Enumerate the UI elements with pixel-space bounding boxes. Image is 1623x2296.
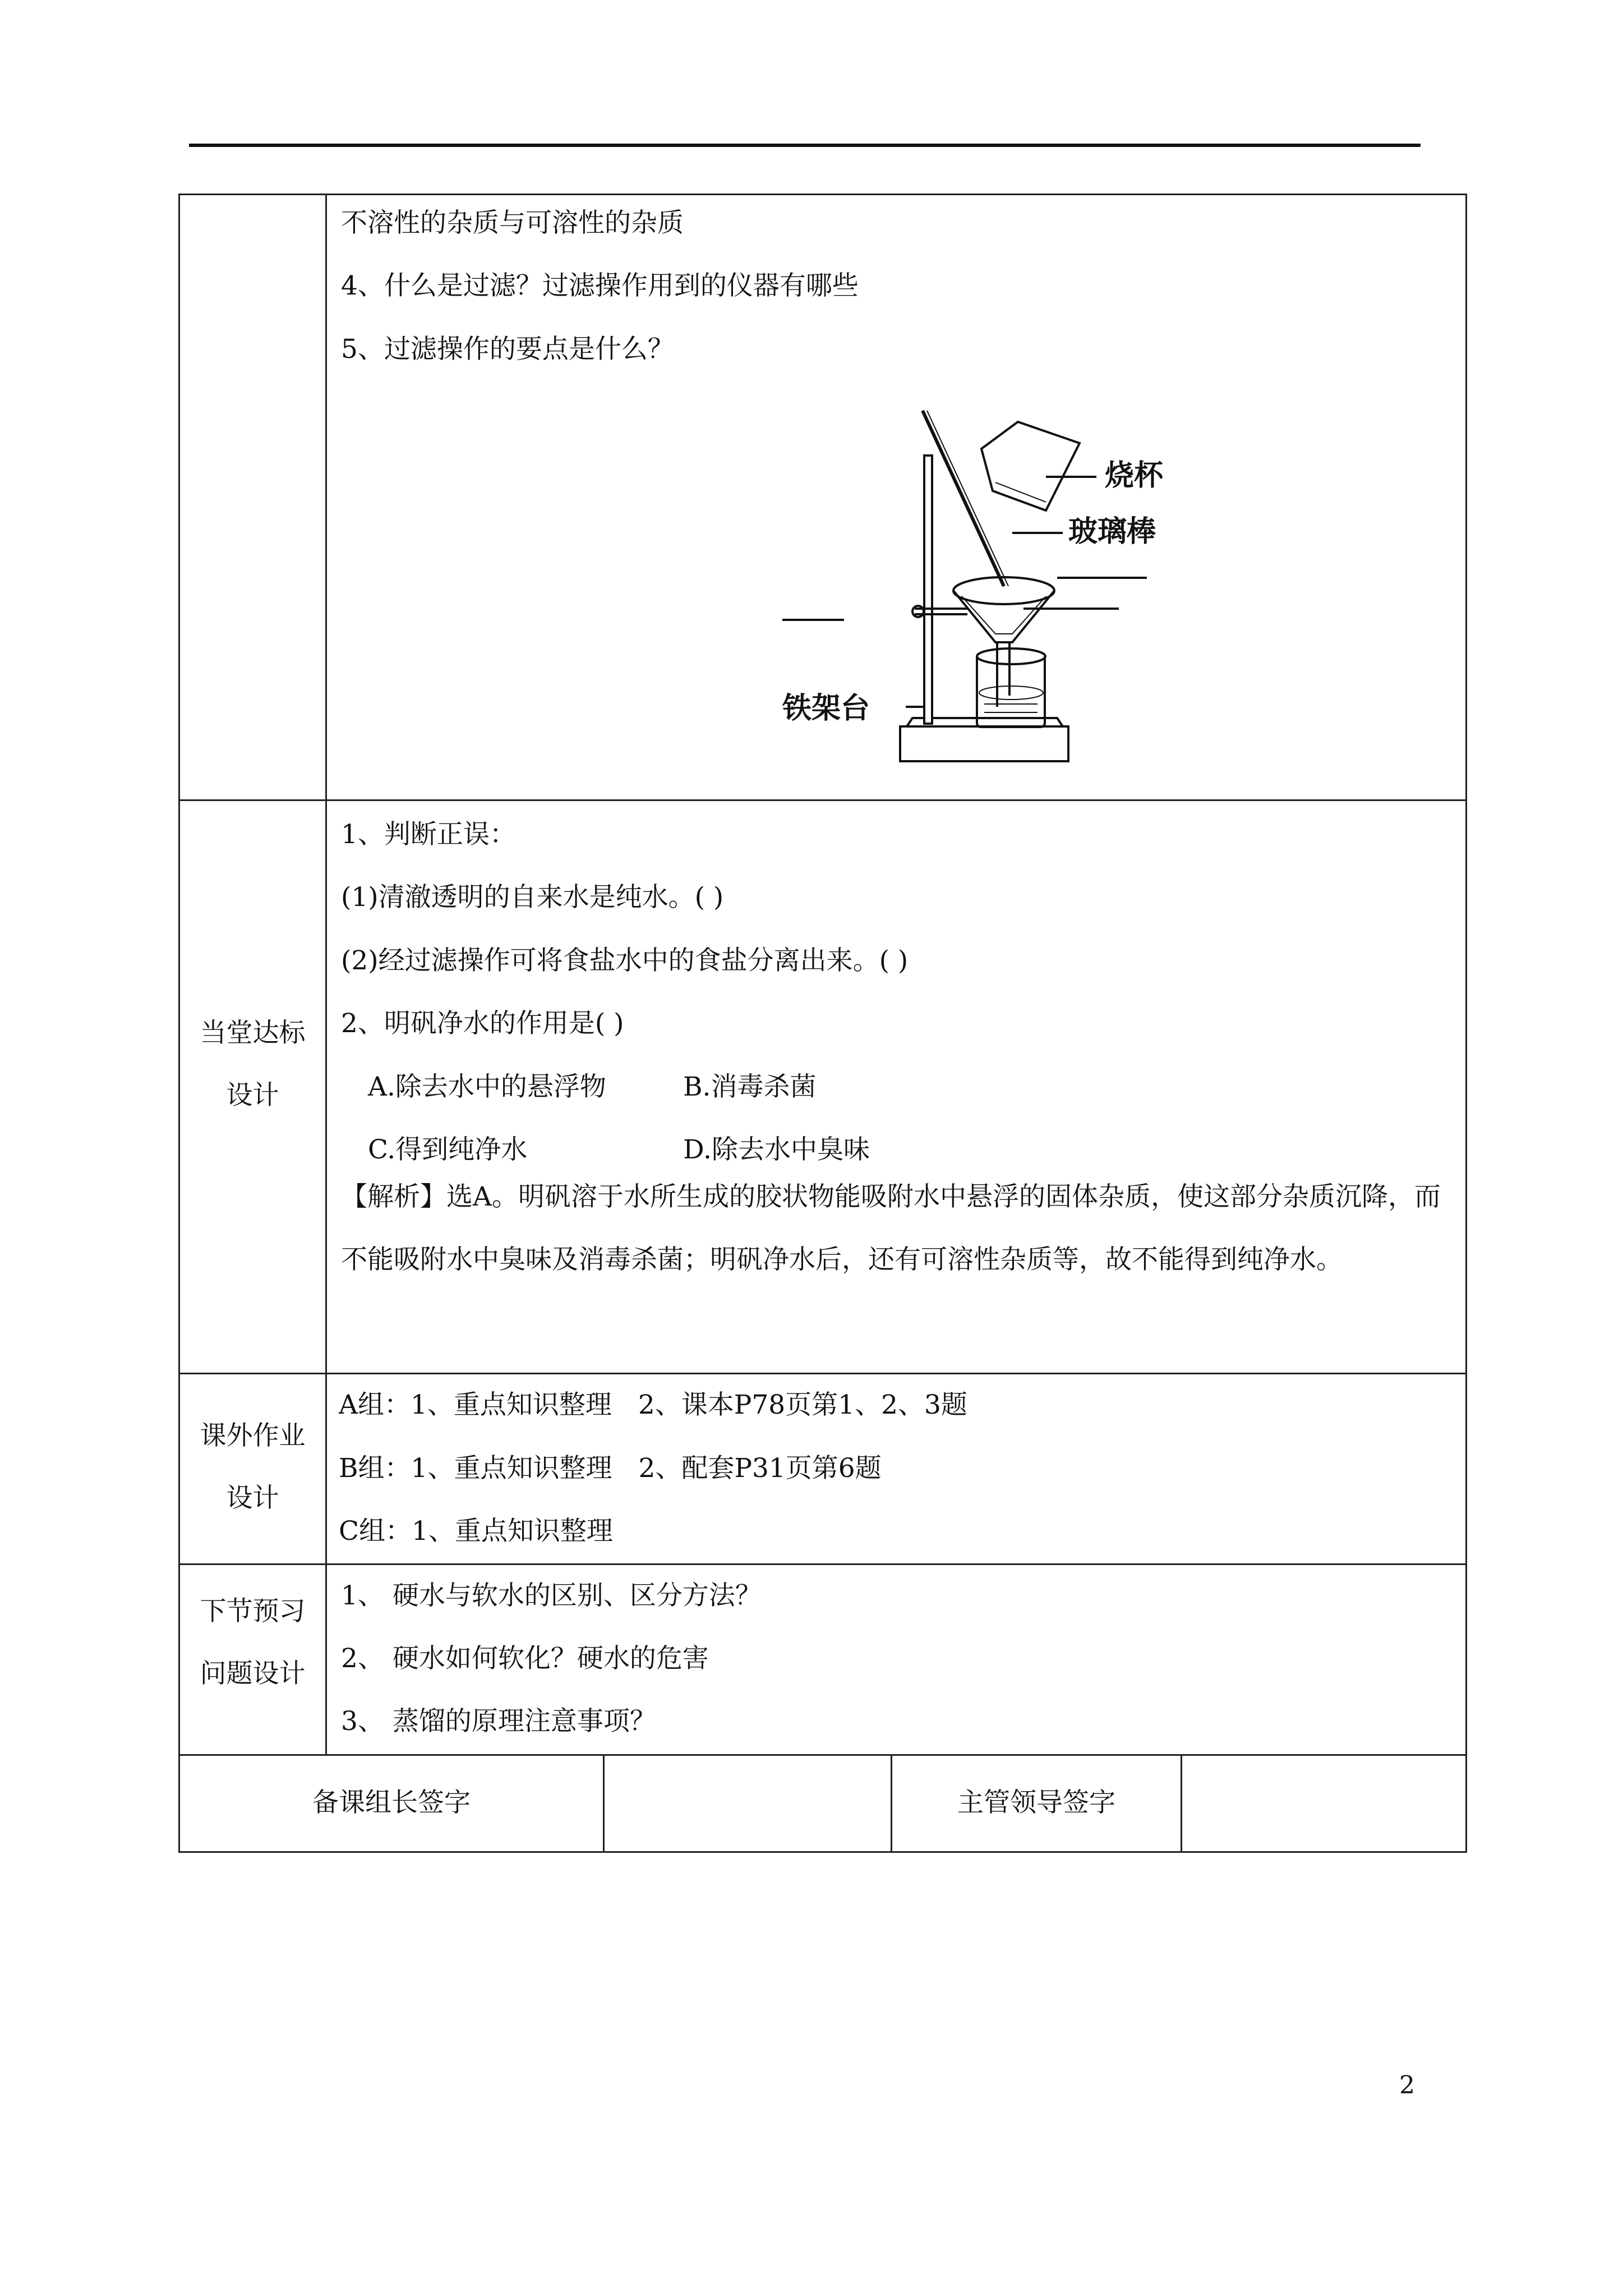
label-glass-rod: 玻璃棒 [1068, 515, 1156, 549]
glass-rod [923, 411, 1004, 586]
funnel-cone [953, 591, 1054, 642]
signature-field-group-leader[interactable] [605, 1756, 891, 1851]
header-rule [189, 144, 1421, 147]
row-title: 问题设计 [200, 1658, 306, 1689]
stand-rod [924, 455, 932, 724]
stand-base [900, 726, 1068, 761]
homework-group-a: A组：1、重点知识整理 2、课本P78页第1、2、3题 [339, 1389, 967, 1420]
row-divider [178, 799, 1467, 801]
signature-label-group-leader: 备课组长签字 [312, 1787, 471, 1818]
row-title: 课外作业 [200, 1420, 306, 1451]
row-title: 设计 [226, 1483, 279, 1513]
text-line: 不溶性的杂质与可溶性的杂质 [341, 208, 684, 238]
label-iron-stand: 铁架台 [782, 692, 870, 725]
question-1: 1、判断正误： [341, 819, 516, 850]
page-number: 2 [1399, 2071, 1415, 2100]
signature-field-supervisor[interactable] [1182, 1756, 1465, 1851]
homework-group-c: C组：1、重点知识整理 [339, 1516, 613, 1547]
column-divider [325, 194, 327, 1755]
analysis-paragraph: 【解析】选A。明矾溶于水所生成的胶状物能吸附水中悬浮的固体杂质，使这部分杂质沉降，而不能吸附水中臭味及消毒杀菌；明矾净水后，还有可溶性杂质等，故不能得到纯净水。 [341, 1181, 1441, 1275]
option-d: D.除去水中臭味 [683, 1134, 870, 1165]
option-b: B.消毒杀菌 [683, 1071, 817, 1102]
row-title: 当堂达标 [200, 1018, 306, 1048]
row-divider [178, 1563, 1467, 1565]
signature-label-supervisor: 主管领导签字 [957, 1787, 1115, 1818]
lower-beaker [977, 656, 1045, 727]
option-a: A.除去水中的悬浮物 [368, 1071, 606, 1102]
table-border-right [1465, 194, 1467, 1853]
table-border-bottom [178, 1851, 1467, 1853]
label-beaker: 烧杯 [1105, 459, 1164, 493]
table-border-top [178, 194, 1467, 195]
question-1-item: (1)清澈透明的自来水是纯水。( ) [341, 882, 724, 913]
question-4: 4、什么是过滤？过滤操作用到的仪器有哪些 [341, 270, 859, 301]
question-1-item: (2)经过滤操作可将食盐水中的食盐分离出来。( ) [341, 945, 909, 976]
option-c: C.得到纯净水 [368, 1134, 528, 1165]
homework-group-b: B组：1、重点知识整理 2、配套P31页第6题 [339, 1453, 882, 1484]
preview-question-2: 2、 硬水如何软化？硬水的危害 [341, 1643, 709, 1674]
row-divider [178, 1373, 1467, 1374]
question-2: 2、明矾净水的作用是( ) [341, 1008, 624, 1039]
question-5: 5、过滤操作的要点是什么？ [341, 334, 674, 365]
preview-question-3: 3、 蒸馏的原理注意事项？ [341, 1706, 656, 1737]
pouring-beaker [981, 422, 1080, 510]
row-title: 下节预习 [200, 1596, 306, 1627]
filtration-apparatus-diagram [782, 393, 1231, 780]
funnel-rim [953, 577, 1054, 604]
row-title: 设计 [226, 1080, 279, 1111]
preview-question-1: 1、 硬水与软水的区别、区分方法？ [341, 1580, 762, 1611]
